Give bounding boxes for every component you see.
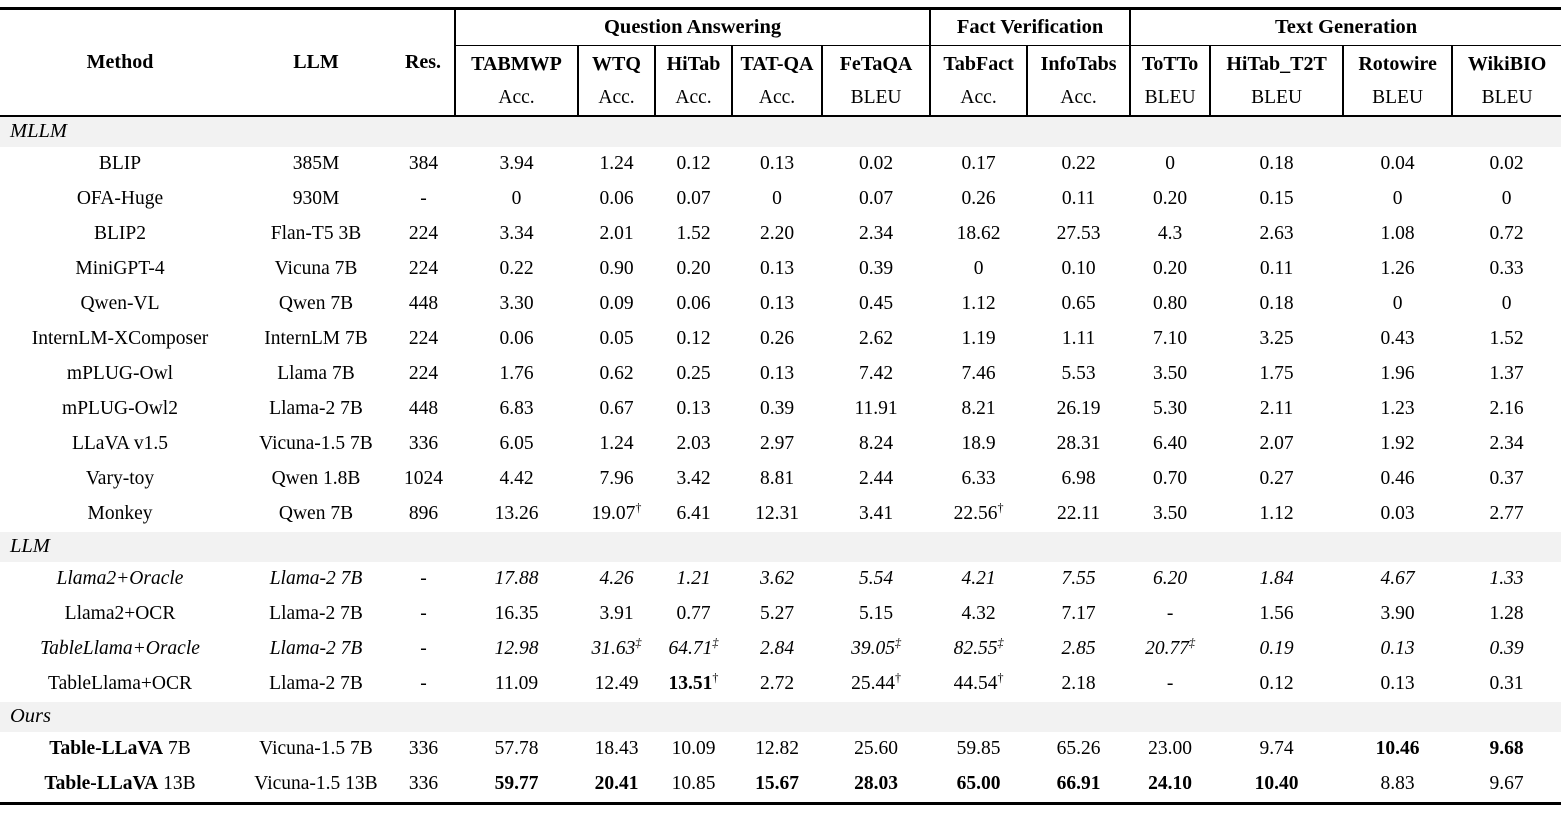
value-cell: 7.55 xyxy=(1061,568,1096,590)
value-cell: 0.03 xyxy=(1380,503,1415,525)
value-cell: 8.83 xyxy=(1380,773,1415,795)
value-cell: 44.54† xyxy=(953,670,1004,695)
table-row xyxy=(0,732,1561,767)
value-cell: 59.85 xyxy=(956,738,1001,760)
value-cell: 19.07† xyxy=(591,500,642,525)
table-row xyxy=(0,632,1561,667)
value-cell: 1.84 xyxy=(1259,568,1294,590)
value-cell: 0.04 xyxy=(1380,153,1415,175)
llm-cell: Llama-2 7B xyxy=(269,673,363,695)
value-cell: 7.46 xyxy=(961,363,996,385)
value-cell: 66.91 xyxy=(1056,773,1101,795)
value-cell: 10.40 xyxy=(1254,773,1299,795)
value-cell: 0.43 xyxy=(1380,328,1415,350)
value-cell: 2.16 xyxy=(1489,398,1524,420)
value-cell: 0.06 xyxy=(599,188,634,210)
value-cell: 57.78 xyxy=(494,738,539,760)
value-cell: 3.30 xyxy=(499,293,534,315)
method-cell: Table-LLaVA 13B xyxy=(44,773,196,795)
bench-header-hitab: HiTab xyxy=(655,46,732,83)
method-cell: MiniGPT-4 xyxy=(75,258,165,280)
value-cell: 27.53 xyxy=(1056,223,1101,245)
value-cell: 26.19 xyxy=(1056,398,1101,420)
llm-cell: Llama-2 7B xyxy=(269,398,363,420)
value-cell: 25.60 xyxy=(854,738,898,760)
table-row xyxy=(0,287,1561,322)
value-cell: 9.74 xyxy=(1259,738,1294,760)
value-cell: 15.67 xyxy=(755,773,799,795)
value-cell: 13.51† xyxy=(668,670,719,695)
value-cell: 20.41 xyxy=(594,773,639,795)
res-cell: - xyxy=(420,638,427,660)
method-cell: Llama2+Oracle xyxy=(56,568,184,590)
res-cell: 336 xyxy=(408,433,439,455)
value-cell: 3.94 xyxy=(499,153,534,175)
value-cell: 1.11 xyxy=(1061,328,1096,350)
value-cell: 6.83 xyxy=(499,398,534,420)
value-cell: 10.46 xyxy=(1375,738,1420,760)
res-cell: 336 xyxy=(408,738,439,760)
value-cell: 8.24 xyxy=(858,433,894,455)
llm-cell: 385M xyxy=(292,153,340,175)
bench-header-totto: ToTTo xyxy=(1130,46,1210,83)
value-cell: 3.50 xyxy=(1153,363,1188,385)
value-cell: 1.21 xyxy=(676,568,711,590)
llm-cell: Llama-2 7B xyxy=(269,638,363,660)
section-label: LLM xyxy=(0,532,1561,562)
method-cell: Qwen-VL xyxy=(80,293,160,315)
value-cell: 1.75 xyxy=(1259,363,1294,385)
value-cell: 0.65 xyxy=(1061,293,1096,315)
value-cell: 1.08 xyxy=(1380,223,1415,245)
method-cell: Llama2+OCR xyxy=(64,603,176,625)
table-row xyxy=(0,217,1561,252)
llm-cell: Qwen 7B xyxy=(278,293,354,315)
value-cell: - xyxy=(1166,673,1174,695)
method-cell: Vary-toy xyxy=(85,468,155,490)
metric-header-totto: BLEU xyxy=(1130,82,1210,116)
value-cell: 7.17 xyxy=(1061,603,1096,625)
value-cell: 0.13 xyxy=(759,363,795,385)
res-cell: - xyxy=(420,188,427,210)
bench-header-wtq: WTQ xyxy=(578,46,655,83)
value-cell: 0.39 xyxy=(858,258,894,280)
value-cell: 6.05 xyxy=(499,433,534,455)
value-cell: 0.45 xyxy=(858,293,894,315)
table-row xyxy=(0,427,1561,462)
value-cell: 5.53 xyxy=(1061,363,1096,385)
value-cell: 25.44† xyxy=(851,670,901,695)
value-cell: 0.05 xyxy=(599,328,634,350)
value-cell: 0.12 xyxy=(1259,673,1294,695)
value-cell: 2.97 xyxy=(759,433,795,455)
value-cell: 4.26 xyxy=(599,568,634,590)
value-cell: 7.96 xyxy=(599,468,634,490)
llm-cell: 930M xyxy=(292,188,340,210)
value-cell: 22.56† xyxy=(953,500,1004,525)
table-body xyxy=(0,116,1561,804)
value-cell: 7.10 xyxy=(1153,328,1188,350)
value-cell: 4.21 xyxy=(961,568,996,590)
bench-header-tabfact: TabFact xyxy=(930,46,1027,83)
value-cell: 2.85 xyxy=(1061,638,1096,660)
res-cell: 224 xyxy=(408,223,439,245)
metric-header-wikibio: BLEU xyxy=(1452,82,1561,116)
value-cell: 1.24 xyxy=(599,433,634,455)
value-cell: 20.77‡ xyxy=(1145,635,1196,660)
table-row xyxy=(0,182,1561,217)
value-cell: 18.62 xyxy=(956,223,1001,245)
res-cell: - xyxy=(420,603,427,625)
value-cell: 31.63‡ xyxy=(591,635,642,660)
value-cell: 2.11 xyxy=(1259,398,1294,420)
value-cell: 16.35 xyxy=(494,603,539,625)
method-cell: Monkey xyxy=(87,503,153,525)
value-cell: 0.18 xyxy=(1259,153,1294,175)
value-cell: 1.76 xyxy=(499,363,534,385)
value-cell: 4.67 xyxy=(1380,568,1415,590)
res-cell: 336 xyxy=(408,773,439,795)
bench-header-tabmwp: TABMWP xyxy=(455,46,578,83)
value-cell: 4.32 xyxy=(961,603,996,625)
value-cell: 1.23 xyxy=(1380,398,1415,420)
value-cell: 0.13 xyxy=(759,293,795,315)
value-cell: 2.07 xyxy=(1259,433,1294,455)
value-cell: 3.50 xyxy=(1153,503,1188,525)
value-cell: 12.31 xyxy=(755,503,799,525)
value-cell: 0.02 xyxy=(858,153,894,175)
bench-header-tat-qa: TAT-QA xyxy=(732,46,822,83)
value-cell: 0.06 xyxy=(499,328,534,350)
value-cell: 6.98 xyxy=(1061,468,1096,490)
value-cell: 3.41 xyxy=(858,503,894,525)
value-cell: 11.09 xyxy=(494,673,539,695)
value-cell: 11.91 xyxy=(854,398,898,420)
value-cell: 1.96 xyxy=(1380,363,1415,385)
llm-cell: Llama-2 7B xyxy=(269,568,363,590)
value-cell: 10.85 xyxy=(671,773,716,795)
value-cell: 0.27 xyxy=(1259,468,1294,490)
table-row xyxy=(0,597,1561,632)
res-cell: - xyxy=(420,673,427,695)
res-cell: 384 xyxy=(408,153,439,175)
value-cell: 1.12 xyxy=(1259,503,1294,525)
value-cell: 0.72 xyxy=(1489,223,1524,245)
res-cell: 1024 xyxy=(404,468,443,490)
value-cell: 0.07 xyxy=(858,188,894,210)
table-row xyxy=(0,562,1561,597)
table-row xyxy=(0,497,1561,532)
table-row xyxy=(0,147,1561,182)
value-cell: 0.13 xyxy=(759,153,795,175)
value-cell: 2.63 xyxy=(1259,223,1294,245)
value-cell: 6.40 xyxy=(1153,433,1188,455)
value-cell: 0.37 xyxy=(1489,468,1524,490)
method-cell: mPLUG-Owl2 xyxy=(62,398,178,420)
value-cell: 0.25 xyxy=(676,363,711,385)
metric-header-fetaqa: BLEU xyxy=(822,82,930,116)
value-cell: 1.37 xyxy=(1489,363,1524,385)
value-cell: 10.09 xyxy=(671,738,716,760)
value-cell: 3.62 xyxy=(759,568,795,590)
value-cell: 0.70 xyxy=(1153,468,1188,490)
value-cell: 0.46 xyxy=(1380,468,1415,490)
group-header-row xyxy=(0,9,1561,46)
value-cell: 39.05‡ xyxy=(851,635,901,660)
col-header-res: Res. xyxy=(392,9,455,117)
value-cell: 0.17 xyxy=(961,153,996,175)
value-cell: 6.20 xyxy=(1153,568,1188,590)
value-cell: 0 xyxy=(1501,293,1512,315)
value-cell: 0.20 xyxy=(1153,188,1188,210)
value-cell: 6.33 xyxy=(961,468,996,490)
value-cell: 0.33 xyxy=(1489,258,1524,280)
value-cell: 0.80 xyxy=(1153,293,1188,315)
group-header-question-answering: Question Answering xyxy=(455,9,930,46)
method-cell: TableLlama+Oracle xyxy=(40,638,200,660)
value-cell: 8.81 xyxy=(759,468,795,490)
llm-cell: Vicuna-1.5 7B xyxy=(259,433,373,455)
value-cell: 0.22 xyxy=(499,258,534,280)
value-cell: 3.90 xyxy=(1380,603,1415,625)
value-cell: 3.91 xyxy=(599,603,634,625)
value-cell: 6.41 xyxy=(676,503,711,525)
value-cell: 0.13 xyxy=(1380,673,1415,695)
value-cell: 0.13 xyxy=(759,258,795,280)
value-cell: 2.84 xyxy=(759,638,795,660)
value-cell: 2.44 xyxy=(858,468,894,490)
value-cell: 0.39 xyxy=(759,398,795,420)
value-cell: 4.3 xyxy=(1157,223,1183,245)
value-cell: 3.42 xyxy=(676,468,711,490)
value-cell: 2.01 xyxy=(599,223,634,245)
bench-header-rotowire: Rotowire xyxy=(1343,46,1452,83)
res-cell: - xyxy=(420,568,427,590)
value-cell: 2.20 xyxy=(759,223,795,245)
llm-cell: Qwen 1.8B xyxy=(271,468,361,490)
metric-header-hitab-t2t: BLEU xyxy=(1210,82,1343,116)
value-cell: 3.25 xyxy=(1259,328,1294,350)
metric-header-wtq: Acc. xyxy=(578,82,655,116)
value-cell: 0 xyxy=(973,258,984,280)
method-cell: OFA-Huge xyxy=(76,188,164,210)
value-cell: 2.18 xyxy=(1061,673,1096,695)
value-cell: 0.11 xyxy=(1061,188,1096,210)
value-cell: 0.39 xyxy=(1489,638,1524,660)
value-cell: 2.62 xyxy=(858,328,894,350)
method-cell: mPLUG-Owl xyxy=(66,363,174,385)
value-cell: 3.34 xyxy=(499,223,534,245)
value-cell: 13.26 xyxy=(494,503,539,525)
res-cell: 448 xyxy=(408,293,439,315)
value-cell: 12.98 xyxy=(494,638,539,660)
llm-cell: Vicuna-1.5 7B xyxy=(259,738,373,760)
value-cell: 0.18 xyxy=(1259,293,1294,315)
value-cell: 2.34 xyxy=(858,223,894,245)
group-header-fact-verification: Fact Verification xyxy=(930,9,1130,46)
value-cell: 0.07 xyxy=(676,188,711,210)
metric-header-tabmwp: Acc. xyxy=(455,82,578,116)
col-header-method: Method xyxy=(0,9,240,117)
value-cell: 0.67 xyxy=(599,398,634,420)
value-cell: 24.10 xyxy=(1148,773,1193,795)
value-cell: 0.26 xyxy=(759,328,795,350)
value-cell: 0.11 xyxy=(1259,258,1294,280)
col-header-llm: LLM xyxy=(240,9,392,117)
value-cell: 0.90 xyxy=(599,258,634,280)
metric-header-tat-qa: Acc. xyxy=(732,82,822,116)
llm-cell: Llama-2 7B xyxy=(269,603,363,625)
value-cell: 0.15 xyxy=(1259,188,1294,210)
bench-header-fetaqa: FeTaQA xyxy=(822,46,930,83)
value-cell: 82.55‡ xyxy=(953,635,1004,660)
value-cell: 1.33 xyxy=(1489,568,1524,590)
value-cell: 28.03 xyxy=(854,773,898,795)
section-header-row xyxy=(0,532,1561,562)
value-cell: 2.77 xyxy=(1489,503,1524,525)
value-cell: 1.12 xyxy=(961,293,996,315)
section-label: Ours xyxy=(0,702,1561,732)
value-cell: 17.88 xyxy=(494,568,539,590)
res-cell: 224 xyxy=(408,328,439,350)
table-row xyxy=(0,767,1561,804)
value-cell: 7.42 xyxy=(858,363,894,385)
value-cell: 9.68 xyxy=(1489,738,1524,760)
value-cell: 0.06 xyxy=(676,293,711,315)
value-cell: 1.19 xyxy=(961,328,996,350)
res-cell: 224 xyxy=(408,258,439,280)
value-cell: 1.52 xyxy=(676,223,711,245)
table-header xyxy=(0,9,1561,117)
value-cell: 1.52 xyxy=(1489,328,1524,350)
table-row xyxy=(0,322,1561,357)
value-cell: 12.49 xyxy=(594,673,639,695)
section-label: MLLM xyxy=(0,116,1561,147)
section-header-row xyxy=(0,116,1561,147)
res-cell: 224 xyxy=(408,363,439,385)
value-cell: 0.09 xyxy=(599,293,634,315)
value-cell: 0 xyxy=(1392,188,1403,210)
value-cell: 2.34 xyxy=(1489,433,1524,455)
value-cell: 12.82 xyxy=(755,738,799,760)
table-row xyxy=(0,667,1561,702)
value-cell: 23.00 xyxy=(1148,738,1193,760)
method-cell: TableLlama+OCR xyxy=(48,673,192,695)
method-cell: BLIP2 xyxy=(93,223,146,245)
value-cell: 0.13 xyxy=(1380,638,1415,660)
method-cell: Table-LLaVA 7B xyxy=(49,738,191,760)
method-cell: BLIP xyxy=(98,153,142,175)
value-cell: 0.20 xyxy=(676,258,711,280)
value-cell: 0.26 xyxy=(961,188,996,210)
value-cell: 0.20 xyxy=(1153,258,1188,280)
metric-header-rotowire: BLEU xyxy=(1343,82,1452,116)
bench-header-wikibio: WikiBIO xyxy=(1452,46,1561,83)
value-cell: 28.31 xyxy=(1056,433,1101,455)
table-row xyxy=(0,252,1561,287)
value-cell: 0.10 xyxy=(1061,258,1096,280)
value-cell: 0 xyxy=(1165,153,1175,175)
metric-header-tabfact: Acc. xyxy=(930,82,1027,116)
llm-cell: Llama 7B xyxy=(277,363,355,385)
value-cell: 1.28 xyxy=(1489,603,1524,625)
method-cell: LLaVA v1.5 xyxy=(71,433,169,455)
value-cell: 1.24 xyxy=(599,153,634,175)
value-cell: 8.21 xyxy=(961,398,996,420)
value-cell: 18.9 xyxy=(961,433,996,455)
res-cell: 896 xyxy=(408,503,439,525)
metric-header-infotabs: Acc. xyxy=(1027,82,1130,116)
value-cell: 0.19 xyxy=(1259,638,1294,660)
value-cell: 0.02 xyxy=(1489,153,1524,175)
table-row xyxy=(0,462,1561,497)
value-cell: 0.12 xyxy=(676,153,711,175)
metric-header-hitab: Acc. xyxy=(655,82,732,116)
value-cell: 1.92 xyxy=(1380,433,1415,455)
value-cell: 2.72 xyxy=(759,673,795,695)
llm-cell: Flan-T5 3B xyxy=(270,223,362,245)
llm-cell: InternLM 7B xyxy=(264,328,368,350)
value-cell: 0.77 xyxy=(676,603,711,625)
table-row xyxy=(0,392,1561,427)
value-cell: 0 xyxy=(1501,188,1512,210)
value-cell: 0.31 xyxy=(1489,673,1524,695)
value-cell: 1.26 xyxy=(1380,258,1415,280)
value-cell: 22.11 xyxy=(1056,503,1101,525)
value-cell: 65.00 xyxy=(956,773,1001,795)
res-cell: 448 xyxy=(408,398,439,420)
method-cell: InternLM-XComposer xyxy=(31,328,209,350)
value-cell: 65.26 xyxy=(1056,738,1101,760)
value-cell: 5.54 xyxy=(858,568,894,590)
llm-cell: Vicuna-1.5 13B xyxy=(254,773,378,795)
value-cell: 0 xyxy=(511,188,522,210)
results-table xyxy=(0,7,1561,805)
value-cell: 1.56 xyxy=(1259,603,1294,625)
value-cell: 0.62 xyxy=(599,363,634,385)
value-cell: 18.43 xyxy=(594,738,639,760)
llm-cell: Vicuna 7B xyxy=(274,258,358,280)
value-cell: 5.27 xyxy=(759,603,795,625)
value-cell: 0 xyxy=(772,188,782,210)
value-cell: 0.12 xyxy=(676,328,711,350)
table-row xyxy=(0,357,1561,392)
value-cell: 0.13 xyxy=(676,398,711,420)
value-cell: 64.71‡ xyxy=(668,635,719,660)
llm-cell: Qwen 7B xyxy=(278,503,354,525)
value-cell: 4.42 xyxy=(499,468,534,490)
value-cell: 9.67 xyxy=(1489,773,1524,795)
group-header-text-generation: Text Generation xyxy=(1130,9,1561,46)
value-cell: 2.03 xyxy=(676,433,711,455)
bench-header-hitab-t2t: HiTab_T2T xyxy=(1210,46,1343,83)
value-cell: 5.30 xyxy=(1153,398,1188,420)
value-cell: 5.15 xyxy=(858,603,894,625)
value-cell: 0.22 xyxy=(1061,153,1096,175)
value-cell: 59.77 xyxy=(494,773,539,795)
bench-header-infotabs: InfoTabs xyxy=(1027,46,1130,83)
section-header-row xyxy=(0,702,1561,732)
value-cell: 0 xyxy=(1392,293,1403,315)
value-cell: - xyxy=(1166,603,1174,625)
